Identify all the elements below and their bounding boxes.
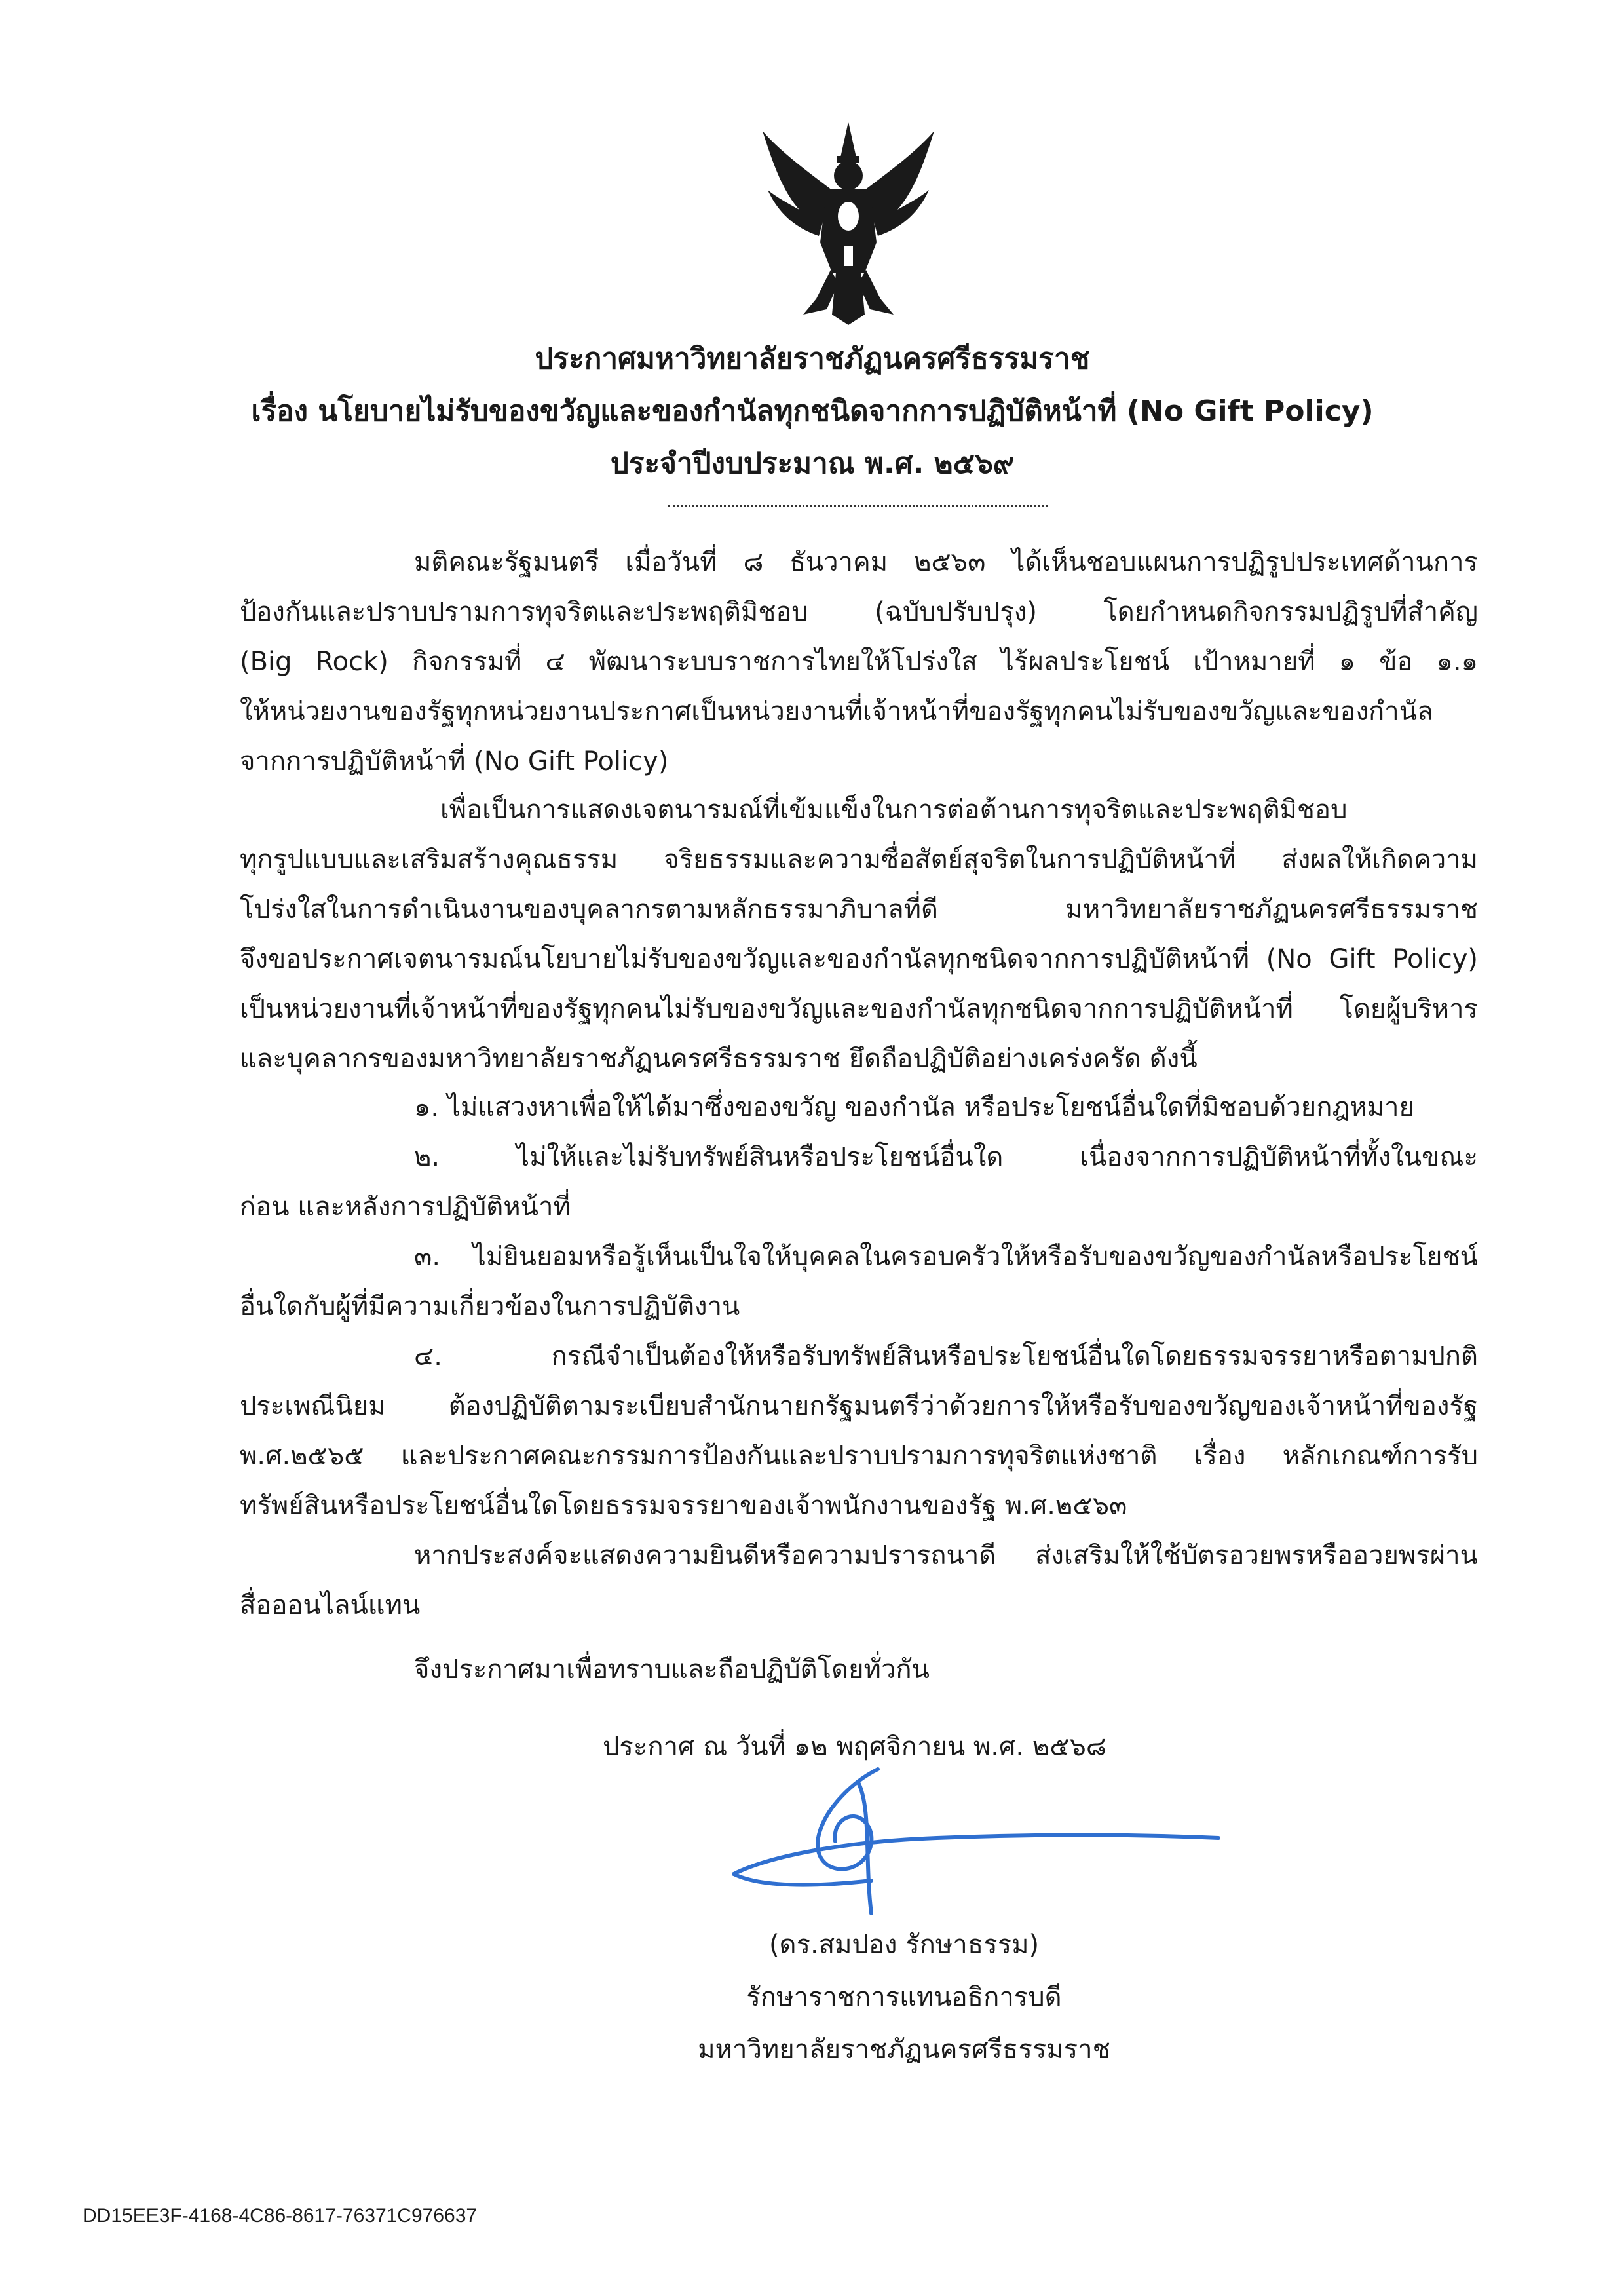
text-line: สื่อออนไลน์แทน (240, 1590, 421, 1620)
text-line: พ.ศ.๒๕๖๕ และประกาศคณะกรรมการป้องกันและปราบปรามการทุจริตแห่งชาติ เรื่อง หลักเกณฑ์การรับ (240, 1441, 1478, 1471)
text-line: (Big Rock) กิจกรรมที่ ๔ พัฒนาระบบราชการไทยให้โปร่งใส ไร้ผลประโยชน์ เป้าหมายที่ ๑ ข้อ ๑.๑ (240, 647, 1478, 677)
text-line: ๑. ไม่แสวงหาเพื่อให้ได้มาซึ่งของขวัญ ของกำนัล หรือประโยชน์อื่นใดที่มิชอบด้วยกฎหมาย (414, 1092, 1414, 1122)
garuda-emblem-icon (753, 118, 943, 328)
paragraph-intent (240, 785, 1478, 1084)
text-line: ทุกรูปแบบและเสริมสร้างคุณธรรม จริยธรรมและความซื่อสัตย์สุจริตในการปฏิบัติหน้าที่ ส่งผลให้เกิดความ (240, 845, 1478, 875)
text-line: ประเพณีนิยม ต้องปฏิบัติตามระเบียบสำนักนายกรัฐมนตรีว่าด้วยการให้หรือรับของขวัญของเจ้าหน้าที่ของรัฐ (240, 1391, 1478, 1421)
text-line: หากประสงค์จะแสดงความยินดีหรือความปรารถนาดี ส่งเสริมให้ใช้บัตรอวยพรหรืออวยพรผ่าน (414, 1540, 1478, 1571)
dotted-divider (668, 505, 1048, 507)
text-line: ๓. ไม่ยินยอมหรือรู้เห็นเป็นใจให้บุคคลในครอบครัวให้หรือรับของขวัญของกำนัลหรือประโยชน์ (414, 1242, 1478, 1272)
announcement-title: ประกาศมหาวิทยาลัยราชภัฏนครศรีธรรมราช (535, 342, 1090, 375)
signatory-organization: มหาวิทยาลัยราชภัฏนครศรีธรรมราช (698, 2035, 1110, 2065)
announcement-subject: เรื่อง นโยบายไม่รับของขวัญและของกำนัลทุกชนิดจากการปฏิบัติหน้าที่ (No Gift Policy) (251, 394, 1374, 428)
text-line: มติคณะรัฐมนตรี เมื่อวันที่ ๘ ธันวาคม ๒๕๖๓ ได้เห็นชอบแผนการปฏิรูปประเทศด้านการ (414, 547, 1478, 577)
text-line: จากการปฏิบัติหน้าที่ (No Gift Policy) (240, 746, 669, 776)
text-line: โปร่งใสในการดำเนินงานของบุคลากรตามหลักธรรมาภิบาลที่ดี มหาวิทยาลัยราชภัฏนครศรีธรรมราช (240, 894, 1478, 925)
signatory-name: (ดร.สมปอง รักษาธรรม) (768, 1930, 1040, 1960)
text-line: เป็นหน่วยงานที่เจ้าหน้าที่ของรัฐทุกคนไม่รับของขวัญและของกำนัลทุกชนิดจากการปฏิบัติหน้าที่ โดยผู้บริหาร (240, 994, 1478, 1024)
closing-statement: จึงประกาศมาเพื่อทราบและถือปฏิบัติโดยทั่วกัน (414, 1655, 930, 1685)
policy-item-1 (240, 1082, 1478, 1132)
text-line: ๒. ไม่ให้และไม่รับทรัพย์สินหรือประโยชน์อื่นใด เนื่องจากการปฏิบัติหน้าที่ทั้งในขณะ (414, 1142, 1478, 1172)
signatory-block (590, 1919, 1218, 2076)
document-id: DD15EE3F-4168-4C86-8617-76371C976637 (83, 2205, 478, 2227)
fiscal-year-line: ประจำปีงบประมาณ พ.ศ. ๒๕๖๙ (610, 447, 1015, 480)
announcement-date: ประกาศ ณ วันที่ ๑๒ พฤศจิกายน พ.ศ. ๒๕๖๘ (603, 1732, 1106, 1762)
signatory-position: รักษาราชการแทนอธิการบดี (746, 1982, 1062, 2012)
text-line: ให้หน่วยงานของรัฐทุกหน่วยงานประกาศเป็นหน่วยงานที่เจ้าหน้าที่ของรัฐทุกคนไม่รับของขวัญและของกำนัล (240, 697, 1433, 727)
text-line: ป้องกันและปราบปรามการทุจริตและประพฤติมิชอบ (ฉบับปรับปรุง) โดยกำหนดกิจกรรมปฏิรูปที่สำคัญ (240, 597, 1478, 627)
paragraph-greeting-alternative (240, 1531, 1478, 1630)
text-line: เพื่อเป็นการแสดงเจตนารมณ์ที่เข้มแข็งในการต่อต้านการทุจริตและประพฤติมิชอบ (440, 795, 1348, 825)
signature-icon (721, 1756, 1232, 1933)
policy-item-2 (240, 1132, 1478, 1232)
policy-item-3 (240, 1232, 1478, 1331)
text-line: และบุคลากรของมหาวิทยาลัยราชภัฏนครศรีธรรมราช ยึดถือปฏิบัติอย่างเคร่งครัด ดังนี้ (240, 1044, 1198, 1074)
text-line: จึงขอประกาศเจตนารมณ์นโยบายไม่รับของขวัญและของกำนัลทุกชนิดจากการปฏิบัติหน้าที่ (No Gift Policy) (240, 944, 1478, 974)
text-line: ทรัพย์สินหรือประโยชน์อื่นใดโดยธรรมจรรยาของเจ้าพนักงานของรัฐ พ.ศ.๒๕๖๓ (240, 1491, 1127, 1521)
text-line: ๔. กรณีจำเป็นต้องให้หรือรับทรัพย์สินหรือประโยชน์อื่นใดโดยธรรมจรรยาหรือตามปกติ (414, 1341, 1478, 1371)
paragraph-cabinet-resolution (240, 537, 1478, 786)
text-line: ก่อน และหลังการปฏิบัติหน้าที่ (240, 1192, 571, 1222)
text-line: อื่นใดกับผู้ที่มีความเกี่ยวข้องในการปฏิบัติงาน (240, 1292, 740, 1322)
policy-item-4 (240, 1331, 1478, 1531)
